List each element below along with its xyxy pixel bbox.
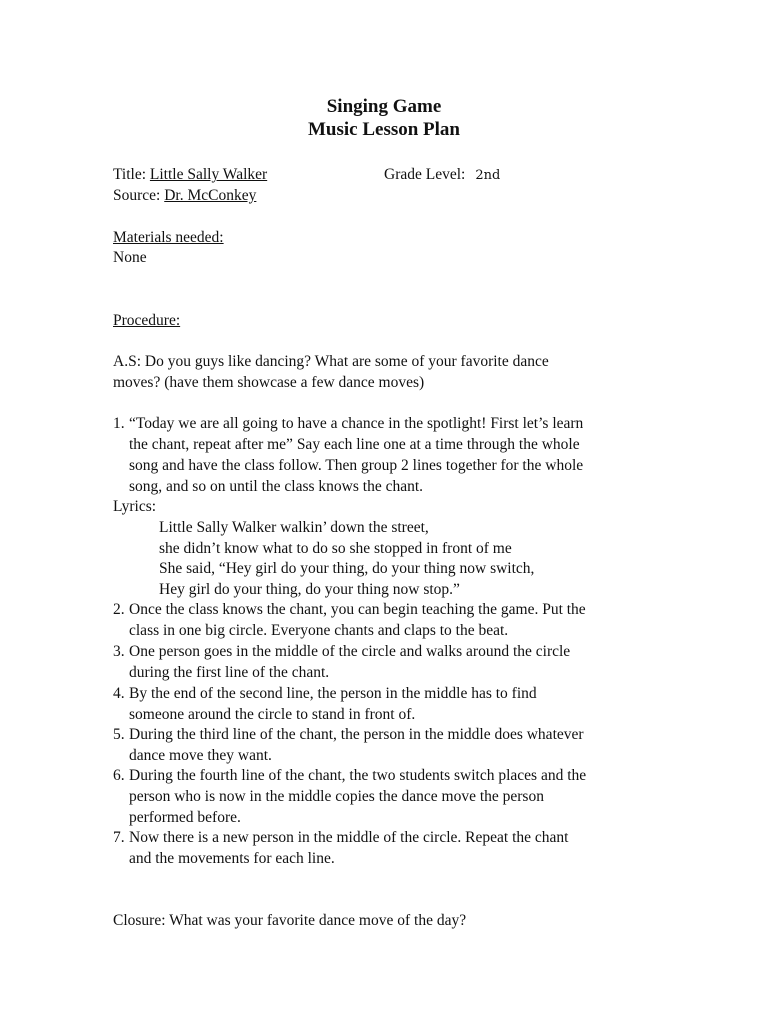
step-4-line-2: someone around the circle to stand in front of. <box>129 706 416 723</box>
source-label: Source: <box>113 187 165 204</box>
step-2-line-1: Once the class knows the chant, you can begin teaching the game. Put the <box>129 601 586 618</box>
step-3-line-1: One person goes in the middle of the circle and walks around the circle <box>129 643 571 660</box>
step-1-line-1: “Today we are all going to have a chance in the spotlight! First let’s learn <box>129 415 584 432</box>
grade-row <box>384 165 500 186</box>
lyrics-label: Lyrics: <box>113 498 157 515</box>
step-5-line-1: During the third line of the chant, the person in the middle does whatever <box>129 726 584 743</box>
step-7-line-2: and the movements for each line. <box>129 850 335 867</box>
step-6-line-2: person who is now in the middle copies the dance move the person <box>129 788 544 805</box>
as-line-1: A.S: Do you guys like dancing? What are some of your favorite dance <box>113 353 549 370</box>
step-5-line-2: dance move they want. <box>129 747 272 764</box>
doc-heading-lesson-plan: Music Lesson Plan <box>307 119 461 140</box>
step-7-number: 7. <box>113 829 125 846</box>
step-2-number: 2. <box>113 601 125 618</box>
source-row <box>113 186 256 206</box>
step-3-number: 3. <box>113 643 125 660</box>
step-6-number: 6. <box>113 767 125 784</box>
doc-heading-singing-game: Singing Game <box>326 96 442 117</box>
grade-value: 2nd <box>475 168 501 183</box>
step-1-line-4: song, and so on until the class knows the chant. <box>129 478 424 495</box>
title-value: Little Sally Walker <box>149 166 268 183</box>
step-6-line-3: performed before. <box>129 809 241 826</box>
step-2-line-2: class in one big circle. Everyone chants and claps to the beat. <box>129 622 509 639</box>
lyric-line-2: she didn’t know what to do so she stopped in front of me <box>159 540 512 557</box>
closure-question: Closure: What was your favorite dance move of the day? <box>113 912 467 929</box>
step-6-line-1: During the fourth line of the chant, the two students switch places and the <box>129 767 587 784</box>
grade-label: Grade Level: <box>384 166 466 183</box>
step-4-number: 4. <box>113 685 125 702</box>
materials-heading: Materials needed: <box>113 229 224 246</box>
materials-value: None <box>113 249 147 266</box>
as-line-2: moves? (have them showcase a few dance moves) <box>113 374 425 391</box>
lyric-line-4: Hey girl do your thing, do your thing now stop.” <box>159 581 460 598</box>
step-5-number: 5. <box>113 726 125 743</box>
lyric-line-1: Little Sally Walker walkin’ down the street, <box>159 519 429 536</box>
step-7-line-1: Now there is a new person in the middle of the circle. Repeat the chant <box>129 829 569 846</box>
source-value: Dr. McConkey <box>164 187 257 204</box>
title-row <box>113 165 267 185</box>
lyric-line-3: She said, “Hey girl do your thing, do your thing now switch, <box>159 560 535 577</box>
step-3-line-2: during the first line of the chant. <box>129 664 330 681</box>
step-4-line-1: By the end of the second line, the person in the middle has to find <box>129 685 537 702</box>
procedure-heading: Procedure: <box>113 312 181 329</box>
step-1-number: 1. <box>113 415 125 432</box>
step-1-line-3: song and have the class follow. Then group 2 lines together for the whole <box>129 457 584 474</box>
step-1-line-2: the chant, repeat after me” Say each line one at a time through the whole <box>129 436 580 453</box>
title-label: Title: <box>113 166 150 183</box>
